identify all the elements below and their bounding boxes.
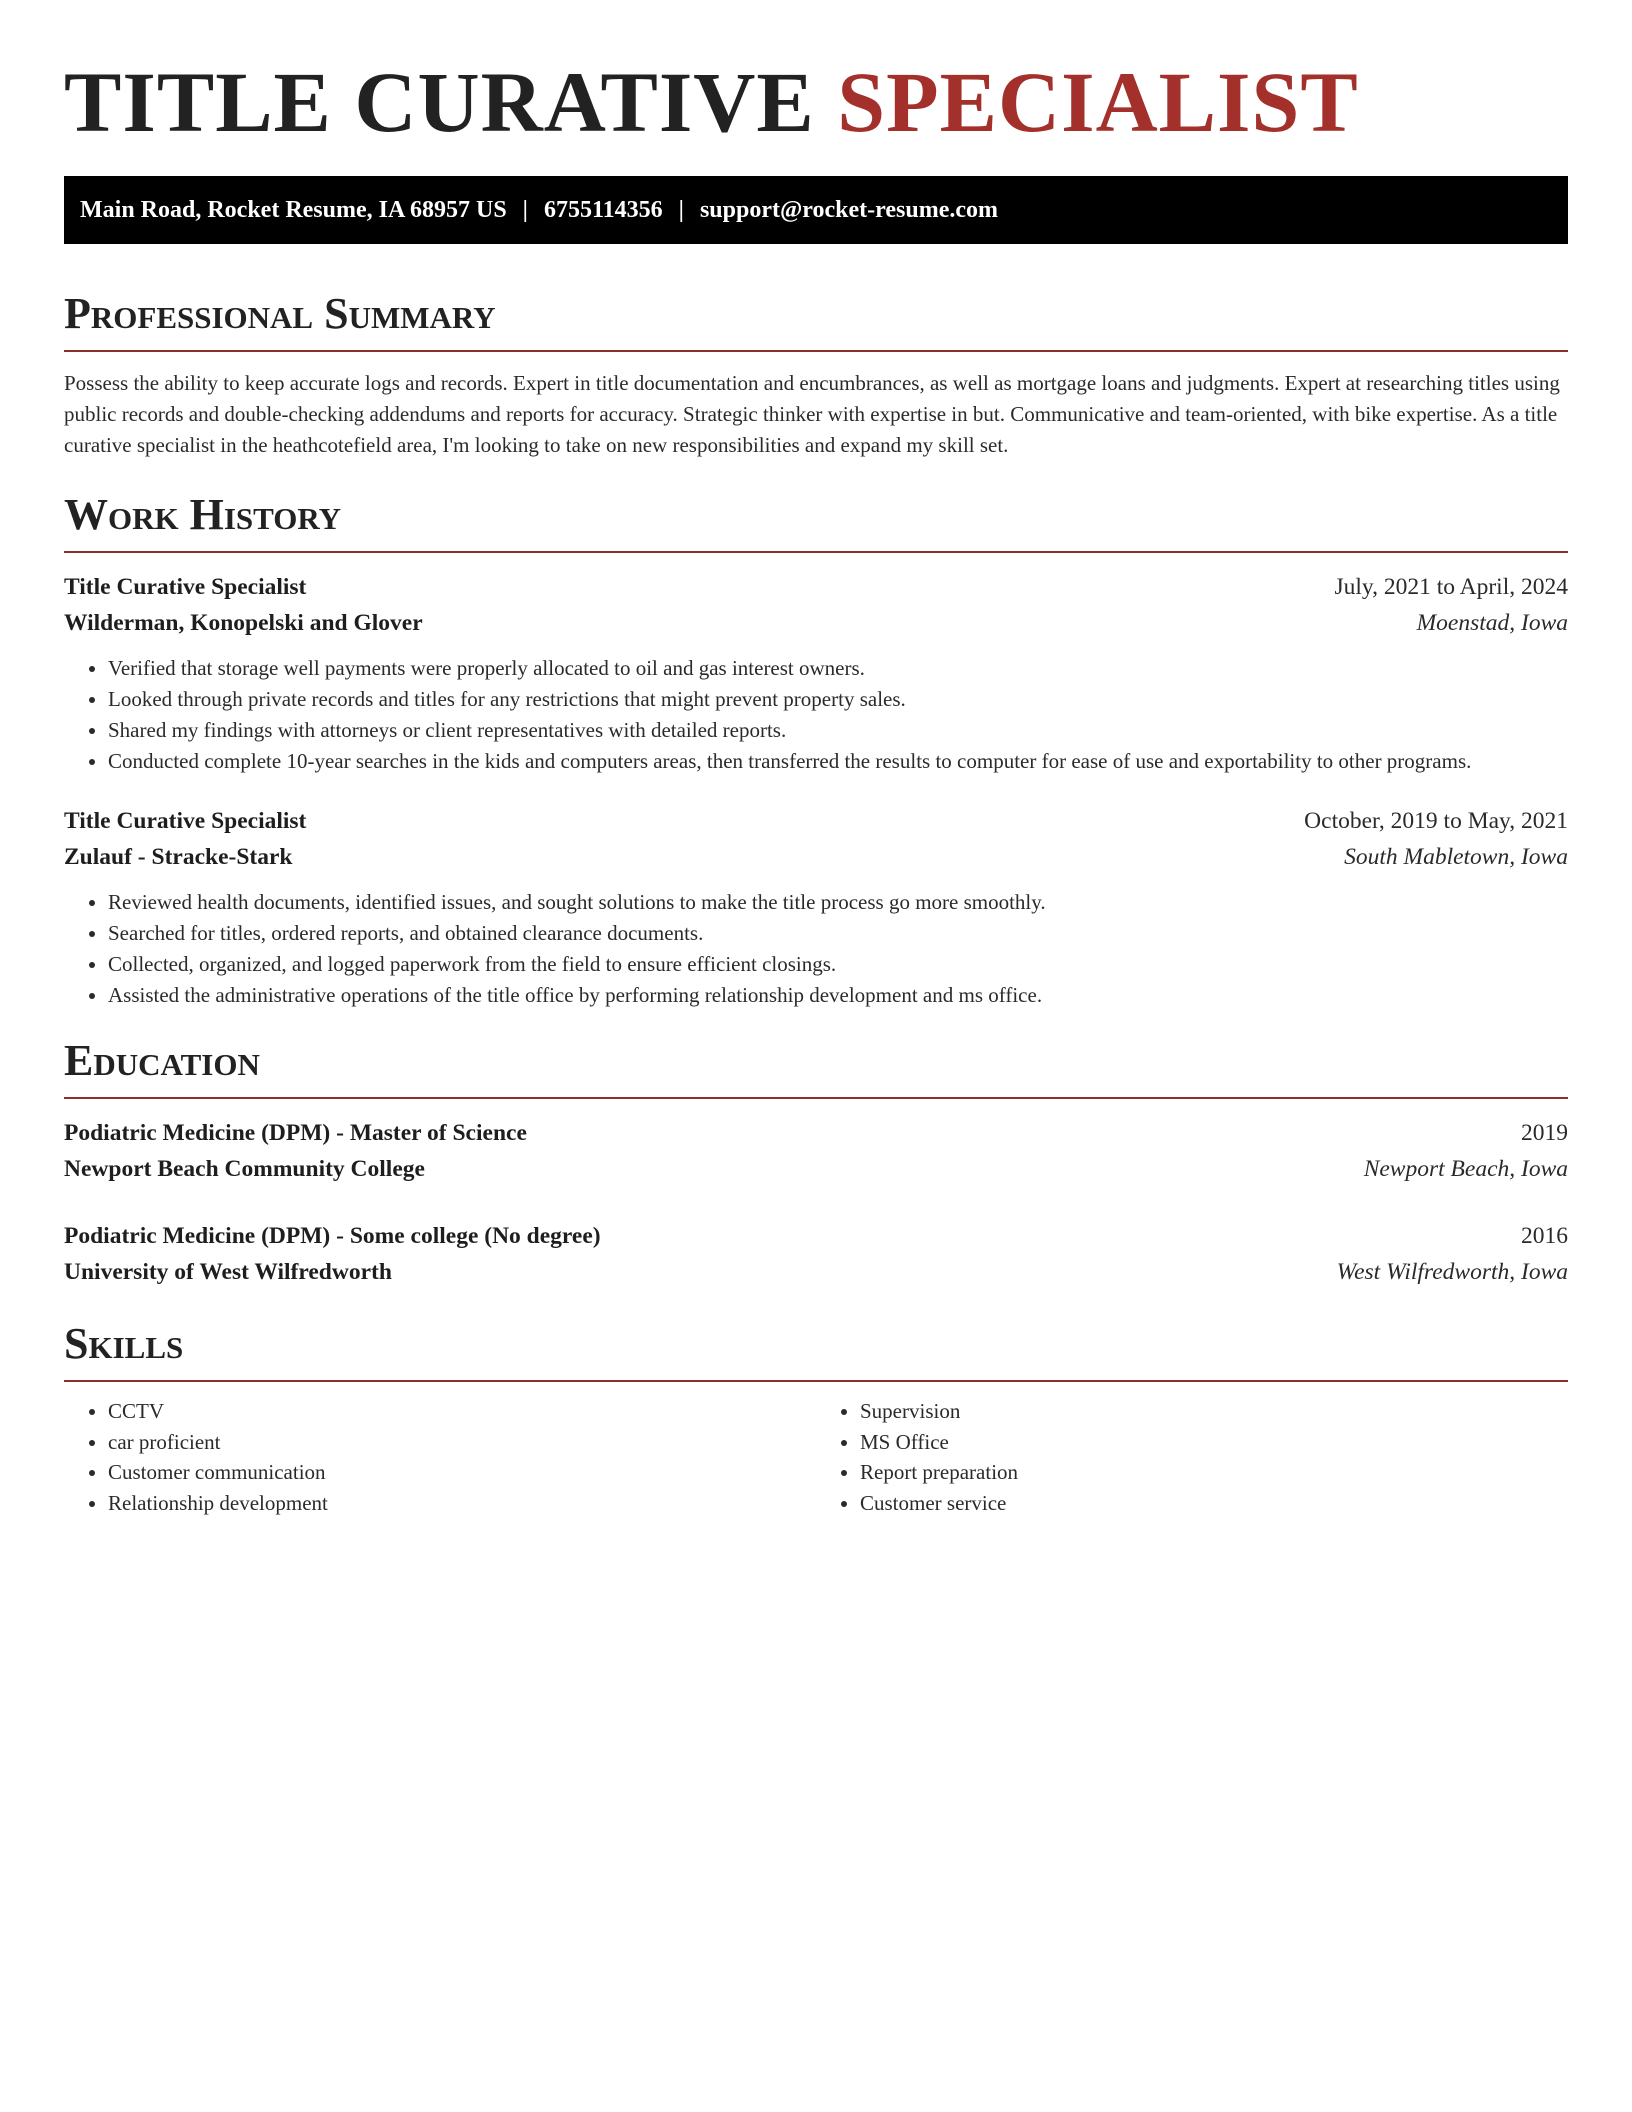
- job-bullets: [64, 887, 1568, 1011]
- job-role: Title Curative Specialist: [64, 574, 307, 600]
- education-entry: [64, 1218, 1568, 1290]
- contact-email: support@rocket-resume.com: [699, 196, 999, 223]
- resume-name: [64, 0, 1568, 170]
- skill-item: • CCTV: [108, 1396, 816, 1427]
- job-company-row: [64, 839, 1568, 875]
- skills-section: [64, 1318, 1568, 1518]
- name-accent: SPECIALIST: [837, 54, 1359, 150]
- job-location: Moenstad, Iowa: [1416, 610, 1568, 636]
- education-degree: Podiatric Medicine (DPM) - Master of Science: [64, 1120, 527, 1146]
- education-school-row: [64, 1151, 1568, 1187]
- job-company-row: [64, 605, 1568, 641]
- job-bullet: • Reviewed health documents, identified issues, and sought solutions to make the title process go more smoothly.: [108, 887, 1568, 918]
- contact-address: Main Road, Rocket Resume, IA 68957 US: [80, 196, 507, 223]
- work-heading: Work History: [64, 490, 342, 539]
- contact-separator: |: [522, 196, 528, 223]
- summary-heading: Professional Summary: [64, 289, 496, 338]
- section-divider: [64, 1097, 1568, 1099]
- education-year: 2016: [1521, 1223, 1568, 1249]
- skills-list-right: [816, 1396, 1568, 1518]
- job-location: South Mabletown, Iowa: [1344, 844, 1568, 870]
- contact-bar: [64, 176, 1568, 244]
- job-bullet: • Collected, organized, and logged paperwork from the field to ensure efficient closings.: [108, 949, 1568, 980]
- education-degree-row: [64, 1115, 1568, 1151]
- summary-section: [64, 288, 1568, 461]
- job-bullet: • Looked through private records and titles for any restrictions that might prevent property sales.: [108, 684, 1568, 715]
- education-location: Newport Beach, Iowa: [1363, 1156, 1568, 1182]
- job-bullet: • Shared my findings with attorneys or client representatives with detailed reports.: [108, 715, 1568, 746]
- job-bullet: • Assisted the administrative operations of the title office by performing relationship development and ms office.: [108, 980, 1568, 1011]
- job-bullet: • Searched for titles, ordered reports, and obtained clearance documents.: [108, 918, 1568, 949]
- job-company: Wilderman, Konopelski and Glover: [64, 610, 423, 636]
- education-year: 2019: [1521, 1120, 1568, 1146]
- section-divider: [64, 350, 1568, 352]
- education-degree-row: [64, 1218, 1568, 1254]
- education-heading: Education: [64, 1036, 260, 1085]
- skill-item: • car proficient: [108, 1427, 816, 1458]
- skills-list-left: [64, 1396, 816, 1518]
- skill-item: • Relationship development: [108, 1488, 816, 1519]
- job-bullet: • Conducted complete 10-year searches in the kids and computers areas, then transferred the results to computer for ease of use and exportability to other programs.: [108, 746, 1568, 777]
- education-section: [64, 1035, 1568, 1290]
- section-divider: [64, 1380, 1568, 1382]
- education-school: University of West Wilfredworth: [64, 1259, 392, 1285]
- section-divider: [64, 551, 1568, 553]
- skills-columns: [64, 1396, 1568, 1518]
- name-main: TITLE CURATIVE: [64, 54, 815, 150]
- job-dates: July, 2021 to April, 2024: [1334, 574, 1568, 600]
- work-section: [64, 489, 1568, 1011]
- skill-item: • Customer communication: [108, 1457, 816, 1488]
- education-location: West Wilfredworth, Iowa: [1336, 1259, 1568, 1285]
- skill-item: • Customer service: [860, 1488, 1568, 1519]
- job-dates: October, 2019 to May, 2021: [1304, 808, 1568, 834]
- education-entry: [64, 1115, 1568, 1187]
- job-header-row: [64, 803, 1568, 839]
- job-bullet: • Verified that storage well payments were properly allocated to oil and gas interest owners.: [108, 653, 1568, 684]
- contact-separator: |: [678, 196, 684, 223]
- skills-heading: Skills: [64, 1319, 184, 1368]
- contact-phone: 6755114356: [543, 196, 663, 223]
- job-entry: [64, 803, 1568, 1011]
- job-bullets: [64, 653, 1568, 777]
- summary-text: Possess the ability to keep accurate logs and records. Expert in title documentation and encumbrances, as well as mortgage loans and judgments. Expert at researching titles using public records and double-checking addendums and reports for accuracy. Strategic thinker with expertise in but. Communicative and team-oriented, with bike expertise. As a title curative specialist in the heathcotefield area, I'm looking to take on new responsibilities and expand my skill set.: [64, 371, 1560, 457]
- job-entry: [64, 569, 1568, 777]
- education-school-row: [64, 1254, 1568, 1290]
- job-header-row: [64, 569, 1568, 605]
- education-school: Newport Beach Community College: [64, 1156, 425, 1182]
- skill-item: • MS Office: [860, 1427, 1568, 1458]
- skill-item: • Report preparation: [860, 1457, 1568, 1488]
- job-role: Title Curative Specialist: [64, 808, 307, 834]
- skill-item: • Supervision: [860, 1396, 1568, 1427]
- job-company: Zulauf - Stracke-Stark: [64, 844, 293, 870]
- education-degree: Podiatric Medicine (DPM) - Some college (No degree): [64, 1223, 601, 1249]
